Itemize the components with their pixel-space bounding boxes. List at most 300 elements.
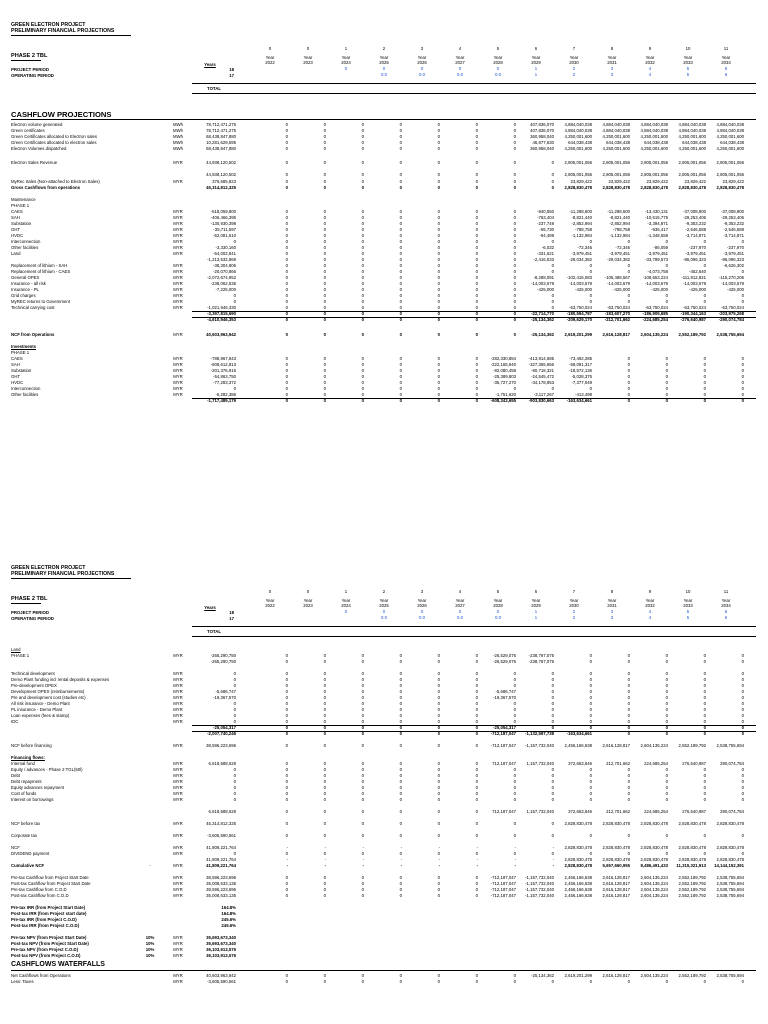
row-unit: MYR bbox=[173, 332, 183, 337]
row-cell: 0 bbox=[665, 368, 668, 373]
row-label: PL insurance - Demo Plant bbox=[11, 707, 63, 712]
row-unit: MYR bbox=[173, 160, 183, 165]
row-cell: 0 bbox=[551, 979, 554, 984]
row-cell: 2,828,830,478 bbox=[602, 857, 630, 862]
col-project-period: 0 bbox=[496, 66, 500, 71]
col-year: 2024 bbox=[341, 603, 351, 608]
row-unit: MYR bbox=[173, 875, 183, 880]
row-cell: 0 bbox=[361, 767, 364, 772]
row-cell: -9,353,232 bbox=[685, 221, 706, 226]
row-cell: 0 bbox=[399, 172, 402, 177]
row-cell: 0 bbox=[285, 653, 288, 658]
row-cell: -63,750,024 bbox=[569, 305, 592, 310]
row-cell: 0 bbox=[703, 791, 706, 796]
col-operating-period: 5 bbox=[686, 615, 690, 620]
row-cell: 0 bbox=[513, 797, 516, 802]
row-cell: 0 bbox=[513, 671, 516, 676]
row-cell: 0 bbox=[475, 368, 478, 373]
row-cell: 0 bbox=[361, 233, 364, 238]
row-cell: 0 bbox=[285, 221, 288, 226]
row-cell: 4,884,040,038 bbox=[564, 122, 592, 127]
row-label: NCF before financing bbox=[11, 743, 52, 748]
row-cell: 0 bbox=[627, 779, 630, 784]
row-cell: 0 bbox=[285, 743, 288, 748]
row-cell: 0 bbox=[741, 731, 744, 736]
title-rule bbox=[11, 35, 131, 36]
col-project-period: 5 bbox=[686, 66, 690, 71]
row-cell: 0 bbox=[285, 851, 288, 856]
row-cell: 0 bbox=[703, 362, 706, 367]
row-cell: - bbox=[438, 857, 440, 862]
row-unit: MYR bbox=[173, 953, 183, 958]
row-cell: 0 bbox=[323, 851, 326, 856]
row-cell: -788,758 bbox=[613, 227, 630, 232]
row-cell: 2,604,135,224 bbox=[640, 973, 668, 978]
row-cell: -163,634,661 bbox=[566, 398, 592, 403]
row-cell: 0 bbox=[285, 677, 288, 682]
row-cell: 0 bbox=[665, 374, 668, 379]
row-cell: -1,132,984 bbox=[609, 233, 630, 238]
row-cell: 0 bbox=[361, 374, 364, 379]
years-label: Years bbox=[204, 62, 216, 67]
row-unit: MYR bbox=[173, 851, 183, 856]
row-cell: 4,250,001,600 bbox=[716, 146, 744, 151]
row-cell: - bbox=[438, 845, 440, 850]
row-total: -265,290,750 bbox=[210, 653, 236, 658]
row-unit: MYR bbox=[173, 683, 183, 688]
row-cell: 0 bbox=[513, 677, 516, 682]
row-cell: -1,157,732,040 bbox=[525, 887, 554, 892]
row-cell: 0 bbox=[361, 122, 364, 127]
row-cell: 0 bbox=[399, 362, 402, 367]
row-cell: 0 bbox=[437, 215, 440, 220]
row-cell: -14,003,679 bbox=[721, 281, 744, 286]
col-project-period: 0 bbox=[458, 66, 462, 71]
row-cell: -63,750,024 bbox=[683, 305, 706, 310]
row-cell: 0 bbox=[361, 893, 364, 898]
row-cell: 0 bbox=[627, 731, 630, 736]
row-cell: 0 bbox=[323, 368, 326, 373]
header-rule bbox=[192, 83, 756, 84]
col-index: 1 bbox=[344, 589, 348, 594]
row-cell: -111,912,821 bbox=[681, 275, 706, 280]
row-cell: -3,979,451 bbox=[571, 251, 592, 256]
row-label: Demo Plant funding incl rental deposits & expenses bbox=[11, 677, 110, 682]
row-cell: 0 bbox=[703, 695, 706, 700]
row-cell: 0 bbox=[361, 263, 364, 268]
row-total: -518,059,800 bbox=[210, 209, 236, 214]
row-label: Insurance - all risk bbox=[11, 281, 46, 286]
row-cell: 0 bbox=[399, 785, 402, 790]
row-cell: 0 bbox=[741, 683, 744, 688]
row-cell: 0 bbox=[399, 809, 402, 814]
row-cell: 0 bbox=[475, 392, 478, 397]
row-cell: 0 bbox=[285, 380, 288, 385]
row-cell: -712,187,047 bbox=[490, 887, 516, 892]
col-index: 11 bbox=[723, 589, 729, 594]
row-cell: 0 bbox=[741, 701, 744, 706]
row-cell: 2,828,830,478 bbox=[640, 857, 668, 862]
row-label: Gross Cashflows from operations bbox=[11, 185, 81, 190]
row-unit: MYR bbox=[173, 695, 183, 700]
row-cell: 1,157,732,040 bbox=[526, 809, 554, 814]
row-cell: 0 bbox=[285, 263, 288, 268]
col-operating-period: 4 bbox=[648, 615, 652, 620]
row-unit: MYR bbox=[173, 362, 183, 367]
row-cell: 0 bbox=[399, 269, 402, 274]
row-cell: -2,546,588 bbox=[685, 227, 706, 232]
row-cell: 0 bbox=[323, 209, 326, 214]
row-cell: -14,003,679 bbox=[683, 281, 706, 286]
col-year: 2030 bbox=[569, 603, 579, 608]
row-cell: 0 bbox=[361, 380, 364, 385]
row-cell: - bbox=[286, 845, 288, 850]
row-cell: 0 bbox=[361, 305, 364, 310]
row-cell: 0 bbox=[589, 269, 592, 274]
row-label: Electron volume generated bbox=[11, 122, 63, 127]
row-cell: -940,550 bbox=[537, 209, 554, 214]
col-project-period: 1 bbox=[534, 609, 538, 614]
row-cell: 0 bbox=[627, 695, 630, 700]
row-cell: -425,000 bbox=[689, 287, 706, 292]
row-cell: -608,343,655 bbox=[490, 398, 516, 403]
row-cell: 0 bbox=[475, 122, 478, 127]
row-cell: 0 bbox=[589, 263, 592, 268]
col-year-label: Year bbox=[417, 598, 427, 603]
row-label: Substation bbox=[11, 368, 32, 373]
row-cell: 0 bbox=[399, 275, 402, 280]
row-cell: 2,616,128,817 bbox=[602, 743, 630, 748]
row-label: PHASE 1 bbox=[11, 653, 30, 658]
row-cell: 2,828,830,478 bbox=[602, 845, 630, 850]
row-cell: 2,805,001,056 bbox=[640, 160, 668, 165]
row-cell: -29,253,406 bbox=[721, 215, 744, 220]
row-cell: 0 bbox=[361, 875, 364, 880]
row-total: 35,693,673,340 bbox=[206, 935, 236, 940]
row-cell: 0 bbox=[361, 386, 364, 391]
row-cell: 0 bbox=[551, 779, 554, 784]
row-total: -77,283,372 bbox=[213, 380, 236, 385]
row-cell: 0 bbox=[513, 821, 516, 826]
row-cell: 0 bbox=[399, 185, 402, 190]
row-cell: 0 bbox=[627, 719, 630, 724]
row-cell: - bbox=[514, 857, 516, 862]
row-cell: 0 bbox=[513, 293, 516, 298]
row-cell: 0 bbox=[665, 701, 668, 706]
row-total: -406,466,395 bbox=[210, 215, 236, 220]
row-cell: 0 bbox=[513, 683, 516, 688]
row-cell: 0 bbox=[437, 821, 440, 826]
row-unit: MYR bbox=[173, 713, 183, 718]
report-title: GREEN ELECTRON PROJECT bbox=[11, 565, 86, 571]
row-total: -1,213,532,869 bbox=[207, 257, 236, 262]
table-row bbox=[0, 953, 768, 959]
row-cell: 0 bbox=[437, 653, 440, 658]
row-total: 0 bbox=[233, 239, 236, 244]
row-cell: 0 bbox=[475, 791, 478, 796]
row-cell: 0 bbox=[285, 707, 288, 712]
row-cell: 2,805,001,056 bbox=[602, 160, 630, 165]
row-cell: 4,250,001,600 bbox=[640, 134, 668, 139]
row-cell: 0 bbox=[703, 239, 706, 244]
row-cell: 0 bbox=[475, 251, 478, 256]
row-total: -238,062,535 bbox=[210, 281, 236, 286]
row-cell: 0 bbox=[361, 797, 364, 802]
row-cell: 23,829,422 bbox=[570, 179, 592, 184]
row-cell: 0 bbox=[703, 392, 706, 397]
row-cell: 0 bbox=[475, 134, 478, 139]
row-cell: 0 bbox=[361, 251, 364, 256]
row-cell: 0 bbox=[589, 779, 592, 784]
row-cell: 0 bbox=[361, 172, 364, 177]
row-cell: 0 bbox=[361, 368, 364, 373]
row-total: -4,610,946,353 bbox=[207, 317, 236, 322]
row-cell: -37,008,900 bbox=[683, 209, 706, 214]
row-cell: 0 bbox=[323, 743, 326, 748]
row-total: 6,618,588,629 bbox=[208, 761, 236, 766]
row-cell: 0 bbox=[285, 172, 288, 177]
row-unit: MYR bbox=[173, 881, 183, 886]
row-cell: 0 bbox=[361, 677, 364, 682]
row-cell: 2,538,755,694 bbox=[716, 332, 744, 337]
row-cell: 0 bbox=[627, 392, 630, 397]
row-cell: 0 bbox=[361, 671, 364, 676]
row-cell: 0 bbox=[627, 683, 630, 688]
row-cell: 0 bbox=[399, 893, 402, 898]
row-total: 245.6% bbox=[221, 923, 236, 928]
table-row bbox=[0, 821, 768, 827]
row-cell: 0 bbox=[551, 299, 554, 304]
row-cell: 0 bbox=[285, 275, 288, 280]
row-cell: 0 bbox=[285, 887, 288, 892]
row-cell: -10,615,775 bbox=[645, 215, 668, 220]
row-cell: 0 bbox=[323, 875, 326, 880]
row-total: -20,070,866 bbox=[213, 269, 236, 274]
row-cell: 0 bbox=[323, 356, 326, 361]
row-cell: 4,884,040,038 bbox=[640, 122, 668, 127]
row-cell: 0 bbox=[475, 713, 478, 718]
row-cell: 0 bbox=[475, 875, 478, 880]
row-cell: 0 bbox=[399, 386, 402, 391]
col-index: 6 bbox=[534, 589, 538, 594]
row-cell: 0 bbox=[627, 263, 630, 268]
row-cell: 0 bbox=[361, 332, 364, 337]
col-project-period: 1 bbox=[534, 66, 538, 71]
row-unit: MYR bbox=[173, 677, 183, 682]
row-unit: MYR bbox=[173, 743, 183, 748]
col-project-period: 0 bbox=[344, 66, 348, 71]
row-cell: 0 bbox=[399, 257, 402, 262]
row-cell: 0 bbox=[703, 713, 706, 718]
row-unit: MYR bbox=[173, 893, 183, 898]
row-cell: 0 bbox=[437, 245, 440, 250]
row-cell: 2,828,830,478 bbox=[678, 185, 706, 190]
table-row bbox=[0, 979, 768, 985]
row-cell: - bbox=[400, 863, 402, 868]
project-period-value: 18 bbox=[229, 610, 234, 615]
row-cell: 0 bbox=[475, 398, 478, 403]
row-cell: 0 bbox=[399, 209, 402, 214]
report-title: GREEN ELECTRON PROJECT bbox=[11, 22, 86, 28]
row-cell: 0 bbox=[437, 887, 440, 892]
row-cell: 0 bbox=[285, 725, 288, 730]
row-cell: 0 bbox=[323, 140, 326, 145]
col-index: 0 bbox=[268, 589, 272, 594]
row-cell: 407,836,070 bbox=[530, 122, 554, 127]
row-cell: 0 bbox=[323, 797, 326, 802]
row-cell: 372,663,846 bbox=[568, 809, 592, 814]
row-cell: 0 bbox=[475, 172, 478, 177]
row-cell: 2,456,166,638 bbox=[564, 893, 592, 898]
row-label: All risk insurance - Demo Plant bbox=[11, 701, 70, 706]
row-cell: 0 bbox=[285, 392, 288, 397]
row-cell: -72,346 bbox=[577, 245, 592, 250]
row-cell: 0 bbox=[551, 179, 554, 184]
row-cell: -413,914,685 bbox=[528, 356, 554, 361]
col-year-label: Year bbox=[493, 55, 503, 60]
row-cell: 0 bbox=[627, 785, 630, 790]
row-label: Land bbox=[11, 251, 21, 256]
row-cell: 0 bbox=[665, 797, 668, 802]
row-cell: 0 bbox=[665, 767, 668, 772]
row-cell: 2,616,128,817 bbox=[602, 893, 630, 898]
row-cell: 0 bbox=[399, 701, 402, 706]
row-cell: 0 bbox=[551, 713, 554, 718]
row-cell: 0 bbox=[285, 257, 288, 262]
row-cell: 276,640,987 bbox=[682, 761, 706, 766]
row-cell: 644,038,438 bbox=[720, 140, 744, 145]
row-cell: 0 bbox=[399, 725, 402, 730]
row-cell: 0 bbox=[589, 653, 592, 658]
row-cell: 0 bbox=[323, 281, 326, 286]
row-cell: 0 bbox=[323, 779, 326, 784]
row-cell: -13,430,131 bbox=[645, 209, 668, 214]
row-cell: -203,975,268 bbox=[718, 311, 744, 316]
row-cell: -25,389,803 bbox=[493, 374, 516, 379]
row-cell: 2,828,830,478 bbox=[678, 845, 706, 850]
row-cell: 644,038,438 bbox=[682, 140, 706, 145]
row-unit: MYR bbox=[173, 299, 183, 304]
row-cell: 0 bbox=[323, 172, 326, 177]
row-cell: 0 bbox=[475, 380, 478, 385]
row-cell: -712,187,047 bbox=[490, 875, 516, 880]
row-cell: 0 bbox=[399, 160, 402, 165]
row-cell: 2,805,001,056 bbox=[716, 160, 744, 165]
row-cell: 0 bbox=[437, 833, 440, 838]
row-cell: 0 bbox=[703, 797, 706, 802]
row-cell: 0 bbox=[361, 973, 364, 978]
row-cell: -18,572,136 bbox=[569, 368, 592, 373]
row-cell: 0 bbox=[361, 293, 364, 298]
row-total: 0 bbox=[233, 677, 236, 682]
row-cell: 0 bbox=[475, 761, 478, 766]
row-unit: MYR bbox=[173, 973, 183, 978]
row-cell: -8,821,440 bbox=[571, 215, 592, 220]
col-operating-period: 0.0 bbox=[495, 72, 501, 77]
row-cell: 0 bbox=[361, 833, 364, 838]
row-cell: 0 bbox=[399, 887, 402, 892]
row-total: 0 bbox=[233, 797, 236, 802]
row-cell: 0 bbox=[551, 695, 554, 700]
col-project-period: 0 bbox=[420, 609, 424, 614]
row-cell: 0 bbox=[627, 362, 630, 367]
row-cell: 0 bbox=[475, 821, 478, 826]
row-cell: 0 bbox=[703, 374, 706, 379]
row-cell: -2,416,533 bbox=[533, 257, 554, 262]
row-total: -201,376,915 bbox=[210, 368, 236, 373]
row-cell: 0 bbox=[627, 239, 630, 244]
col-index: 10 bbox=[685, 589, 691, 594]
subtotal-rule bbox=[192, 398, 756, 399]
row-cell: - bbox=[362, 857, 364, 862]
col-year-label: Year bbox=[417, 55, 427, 60]
row-cell: 0 bbox=[513, 251, 516, 256]
row-cell: 0 bbox=[475, 881, 478, 886]
row-cell: 0 bbox=[627, 368, 630, 373]
row-cell: 0 bbox=[551, 683, 554, 688]
row-total: -54,002,841 bbox=[213, 251, 236, 256]
row-label: Pre and development cost (studies etc) bbox=[11, 695, 86, 700]
row-cell: 0 bbox=[513, 701, 516, 706]
row-cell: 0 bbox=[323, 671, 326, 676]
row-cell: -115,270,206 bbox=[718, 275, 744, 280]
row-cell: 0 bbox=[475, 311, 478, 316]
row-unit: MYR bbox=[173, 653, 183, 658]
row-label: Substation bbox=[11, 221, 32, 226]
row-cell: 0 bbox=[361, 653, 364, 658]
row-cell: 0 bbox=[589, 677, 592, 682]
row-total: -3,605,590,561 bbox=[207, 979, 236, 984]
col-project-period: 0 bbox=[382, 66, 386, 71]
row-cell: 0 bbox=[361, 134, 364, 139]
row-cell: 0 bbox=[437, 311, 440, 316]
row-total: -19,367,570 bbox=[213, 695, 236, 700]
row-total: 78,712,471,275 bbox=[206, 128, 236, 133]
row-cell: 0 bbox=[437, 677, 440, 682]
row-total: -2,072,674,952 bbox=[207, 275, 236, 280]
row-cell: -212,701,662 bbox=[604, 317, 630, 322]
row-total: 0 bbox=[233, 683, 236, 688]
row-cell: 0 bbox=[627, 653, 630, 658]
col-year-label: Year bbox=[341, 598, 351, 603]
row-cell: 0 bbox=[665, 653, 668, 658]
row-cell: 0 bbox=[437, 221, 440, 226]
row-cell: 0 bbox=[285, 671, 288, 676]
row-cell: 0 bbox=[437, 875, 440, 880]
col-operating-period: 1 bbox=[534, 72, 538, 77]
row-cell: 0 bbox=[361, 689, 364, 694]
row-cell: 0 bbox=[589, 386, 592, 391]
row-cell: 0 bbox=[361, 731, 364, 736]
row-unit: MYR bbox=[173, 305, 183, 310]
row-cell: -3,117,267 bbox=[533, 392, 554, 397]
row-cell: 0 bbox=[475, 779, 478, 784]
row-cell: -1,751,620 bbox=[495, 392, 516, 397]
row-cell: 360,958,040 bbox=[530, 134, 554, 139]
row-cell: 0 bbox=[665, 731, 668, 736]
row-cell: 0 bbox=[437, 398, 440, 403]
row-total: 10,281,629,595 bbox=[206, 140, 236, 145]
row-cell: 0 bbox=[513, 185, 516, 190]
row-cell: 0 bbox=[627, 773, 630, 778]
row-cell: 0 bbox=[399, 979, 402, 984]
row-cell: 0 bbox=[703, 851, 706, 856]
row-total: 0 bbox=[233, 791, 236, 796]
row-cell: 0 bbox=[513, 221, 516, 226]
row-cell: 0 bbox=[323, 386, 326, 391]
col-year-label: Year bbox=[265, 55, 275, 60]
row-unit: MYR bbox=[173, 863, 183, 868]
